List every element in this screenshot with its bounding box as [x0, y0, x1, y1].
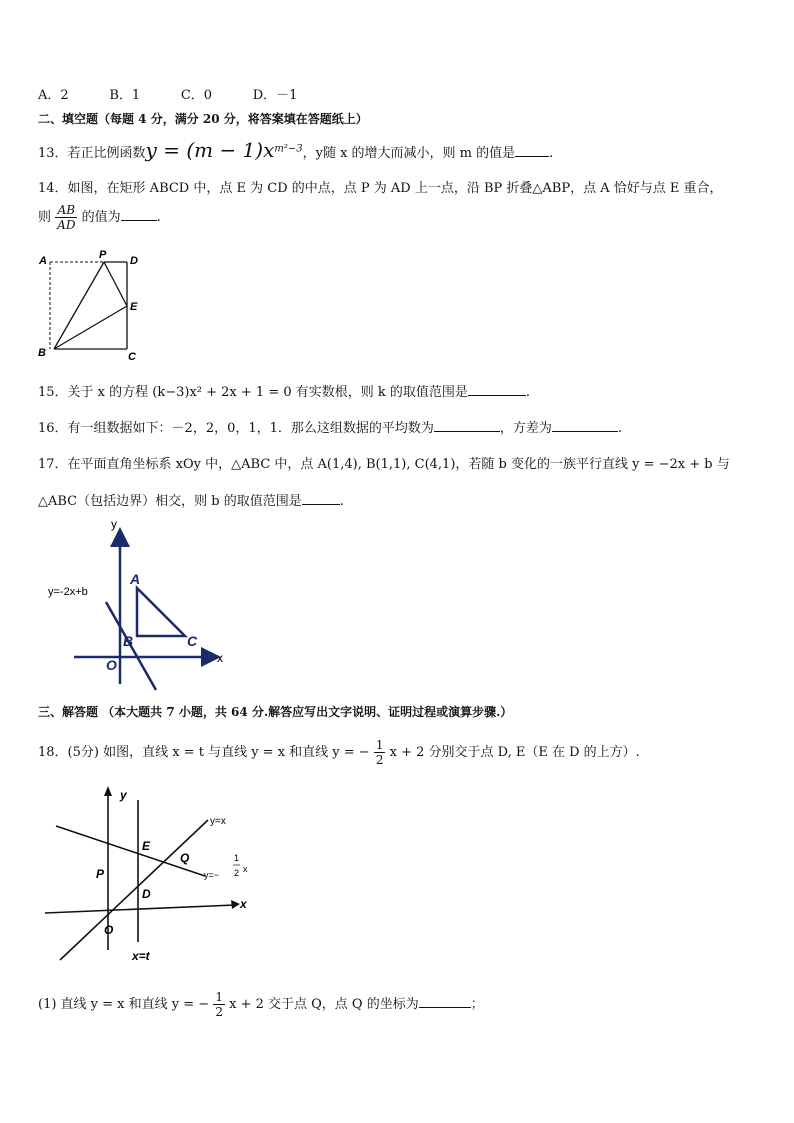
q18-sub1-end: ； [470, 997, 484, 1012]
q15-text: 15．关于 x 的方程 (k−3)x² + 2x + 1 = 0 有实数根，则 k 的取值范围是 [38, 385, 468, 400]
q14-answer-blank[interactable] [121, 208, 157, 221]
section2-title: 二、填空题（每题 4 分，满分 20 分，将答案填在答题纸上） [38, 112, 368, 126]
q14-pre2: 则 [38, 210, 52, 225]
q18-den: 2 [375, 753, 384, 767]
q18-num: 1 [375, 738, 384, 752]
q14-label-c: C [128, 351, 136, 363]
q13-formula: y = (m − 1)x [145, 138, 275, 162]
q18-label-d: D [142, 887, 151, 901]
q18-post: x + 2 分别交于点 D, E（E 在 D 的上方）. [389, 745, 640, 760]
q14-label-a: A [39, 255, 47, 267]
question-13 [38, 138, 553, 162]
q14-label-e: E [130, 301, 138, 313]
q14-end: . [156, 210, 161, 225]
section3-title: 三、解答题 （本大题共 7 小题，共 64 分.解答应写出文字说明、证明过程或演算步骤.） [38, 705, 513, 719]
q13-answer-blank[interactable] [515, 144, 549, 157]
q17-line2 [38, 490, 344, 509]
q16-end: . [617, 421, 623, 436]
q14-label-b: B [38, 347, 46, 359]
q14-label-d: D [130, 255, 138, 267]
q15-end: . [525, 385, 531, 400]
q18-axis-x-label: x [240, 897, 247, 911]
q18-line2-x: x [243, 864, 248, 874]
q18-sub1-den: 2 [215, 1005, 223, 1019]
q18-sub1-fraction [213, 990, 225, 1019]
q17-label-o: O [106, 657, 117, 673]
choice-d: D．－1 [252, 88, 298, 103]
q17-axis-y-label: y [111, 517, 117, 531]
q18-sub1 [38, 990, 484, 1019]
q13-exponent: m²−3 [274, 143, 303, 155]
q18-sub1-num: 1 [215, 990, 223, 1004]
q14-rectangle-figure [34, 248, 144, 364]
q18-label-e: E [142, 839, 151, 853]
choice-b: B．1 [109, 88, 141, 103]
q14-line1: 14．如图，在矩形 ABCD 中，点 E 为 CD 的中点，点 P 为 AD 上一点，沿 BP 折叠△ABP，点 A 恰好与点 E 重合， [38, 181, 723, 196]
q17-line2-text: △ABC（包括边界）相交，则 b 的取值范围是 [38, 494, 302, 509]
q17-line-label: y=-2x+b [48, 586, 88, 598]
q14-line2 [38, 203, 161, 232]
q13-end: . [549, 146, 554, 161]
q17-label-c: C [187, 633, 198, 649]
q14-label-p: P [99, 249, 107, 261]
choices-row [38, 84, 297, 103]
q17-end: . [339, 494, 344, 509]
q16-text: 16．有一组数据如下：－2，2，0，1，1．那么这组数据的平均数为 [38, 421, 434, 436]
q18-line-yx-label: y=x [210, 816, 226, 827]
q15-answer-blank[interactable] [468, 383, 526, 396]
q18-sub1-post: x + 2 交于点 Q，点 Q 的坐标为 [229, 997, 419, 1012]
q18-label-p: P [96, 867, 105, 881]
q18-label-xt: x=t [132, 949, 150, 963]
q16-mean-blank[interactable] [434, 419, 500, 432]
q17-axis-x-label: x [217, 651, 223, 665]
choice-c: C．0 [180, 88, 213, 103]
q18-pre: 18．(5分) 如图，直线 x = t 与直线 y = x 和直线 y = − [38, 745, 370, 760]
q17-coordinate-figure [44, 512, 244, 692]
q17-label-b: B [123, 633, 134, 649]
q14-fraction [55, 203, 77, 232]
q18-sub1-pre: (1) 直线 y = x 和直线 y = − [38, 997, 210, 1012]
q14-den: AD [57, 218, 76, 232]
question-18 [38, 738, 640, 767]
q17-answer-blank[interactable] [302, 492, 340, 505]
q18-label-o: O [104, 923, 114, 937]
q18-line2-num: 1 [234, 853, 240, 863]
q18-axis-y-label: y [120, 788, 127, 802]
q18-line2-label: y=− [204, 870, 220, 880]
q16-variance-blank[interactable] [552, 419, 618, 432]
q17-label-a: A [130, 571, 141, 587]
q17-line1: 17．在平面直角坐标系 xOy 中，△ABC 中，点 A(1,4), B(1,1), C(4,1)，若随 b 变化的一族平行直线 y = −2x + b 与 [38, 457, 730, 472]
choice-a: A．2 [38, 88, 69, 103]
q18-fraction [374, 738, 386, 767]
q13-pre: 13．若正比例函数 [38, 146, 146, 161]
q18-line2-den: 2 [234, 868, 240, 878]
question-16 [38, 417, 622, 436]
q18-label-q: Q [180, 851, 190, 865]
question-15 [38, 381, 530, 400]
q14-post2: 的值为 [81, 210, 121, 225]
q14-num: AB [55, 203, 77, 218]
q16-mid: ，方差为 [499, 421, 552, 436]
q18-coordinate-figure [40, 782, 260, 964]
q18-sub1-answer-blank[interactable] [419, 995, 471, 1008]
q13-post: ，y随 x 的增大而减小，则 m 的值是 [302, 146, 516, 161]
